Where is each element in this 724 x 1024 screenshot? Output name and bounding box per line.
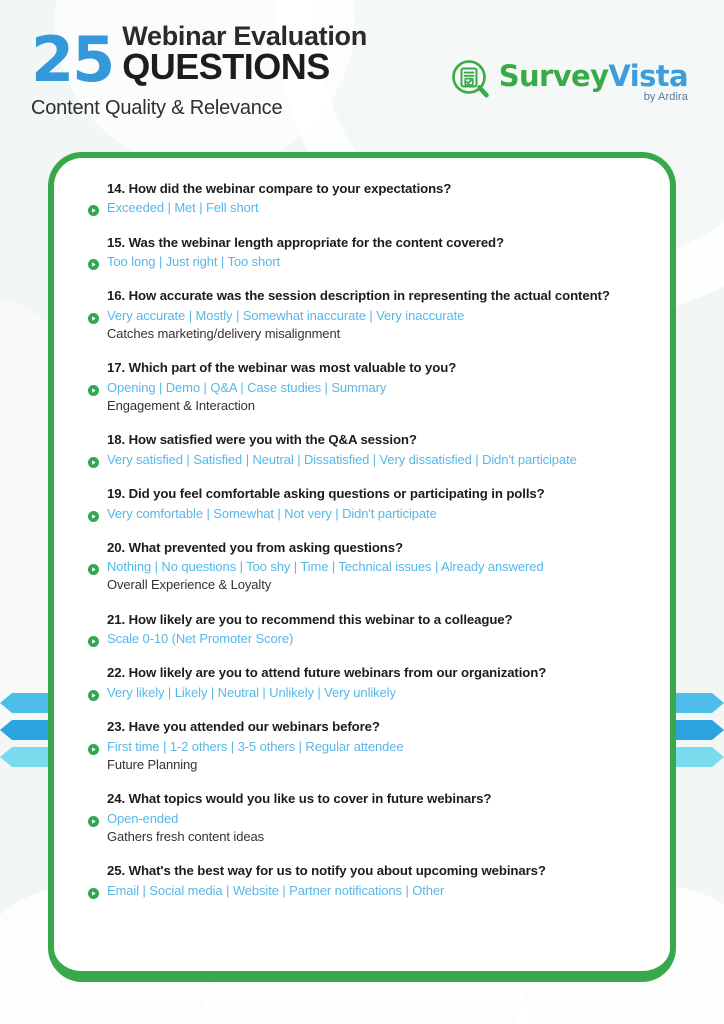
- chevron-bar-mid: [670, 720, 724, 740]
- title-block: [31, 22, 367, 120]
- play-circle-icon: [88, 562, 99, 573]
- question-answer-options: Very accurate | Mostly | Somewhat inaccurate | Very inaccurate: [107, 307, 465, 323]
- question-block-3: [88, 287, 636, 342]
- question-block-7: [88, 539, 636, 594]
- page-title-line2: QUESTIONS: [122, 46, 330, 88]
- page-header: [0, 0, 724, 150]
- question-title: 14. How did the webinar compare to your expectations?: [107, 181, 452, 196]
- question-answer-row: [88, 379, 636, 396]
- question-note: Future Planning: [107, 756, 198, 772]
- play-circle-icon: [88, 509, 99, 520]
- play-circle-icon: [88, 311, 99, 322]
- question-answer-options: Exceeded | Met | Fell short: [107, 200, 259, 216]
- left-chevron-bars: [0, 693, 54, 774]
- question-block-4: [88, 359, 636, 414]
- question-answer-row: [88, 630, 636, 647]
- question-title: 21. How likely are you to recommend this webinar to a colleague?: [107, 611, 513, 627]
- question-answer-options: Very satisfied | Satisfied | Neutral | Dissatisfied | Very dissatisfied | Didn't participate: [107, 451, 577, 467]
- logo-word-survey: Survey: [498, 59, 609, 93]
- question-answer-options: Very comfortable | Somewhat | Not very | Didn't participate: [107, 505, 437, 521]
- questions-list: [54, 158, 670, 919]
- question-block-5: [88, 431, 636, 468]
- question-title: 19. Did you feel comfortable asking questions or participating in polls?: [107, 486, 545, 502]
- question-answer-row: [88, 738, 636, 755]
- play-circle-icon: [88, 383, 99, 394]
- question-answer-row: [88, 505, 636, 522]
- question-title: 20. What prevented you from asking questions?: [107, 539, 403, 555]
- question-block-11: [88, 790, 636, 845]
- question-answer-row: [88, 451, 636, 468]
- question-answer-options: Open-ended: [107, 810, 179, 826]
- play-circle-icon: [88, 257, 99, 268]
- question-block-10: [88, 718, 636, 773]
- question-answer-row: [88, 199, 636, 216]
- logo-wordmark: [498, 59, 688, 103]
- question-answer-options: Very likely | Likely | Neutral | Unlikely | Very unlikely: [107, 684, 396, 700]
- survey-clipboard-magnifier-icon: [449, 58, 493, 107]
- question-answer-options: Scale 0-10 (Net Promoter Score): [107, 631, 294, 647]
- question-block-2: [88, 234, 636, 271]
- play-circle-icon: [88, 688, 99, 699]
- question-title: 15. Was the webinar length appropriate for the content covered?: [107, 234, 504, 250]
- question-title: 25. What's the best way for us to notify you about upcoming webinars?: [107, 863, 546, 879]
- logo-byline: by Ardira: [643, 91, 688, 103]
- question-answer-options: Opening | Demo | Q&A | Case studies | Summary: [107, 379, 387, 395]
- question-answer-row: [88, 684, 636, 701]
- title-stack: [122, 22, 367, 86]
- play-circle-icon: [88, 886, 99, 897]
- question-answer-row: [88, 558, 636, 575]
- play-circle-icon: [88, 203, 99, 214]
- question-block-1: [88, 180, 636, 217]
- right-chevron-bars: [670, 693, 724, 774]
- question-title: 17. Which part of the webinar was most valuable to you?: [107, 360, 457, 376]
- chevron-bar-mid: [0, 720, 54, 740]
- question-answer-options: Email | Social media | Website | Partner notifications | Other: [107, 882, 445, 898]
- question-note: Engagement & Interaction: [107, 398, 255, 414]
- play-circle-icon: [88, 455, 99, 466]
- question-count: 25: [31, 22, 114, 96]
- page-subtitle: Content Quality & Relevance: [31, 97, 283, 120]
- play-circle-icon: [88, 814, 99, 825]
- question-title: 18. How satisfied were you with the Q&A session?: [107, 432, 417, 448]
- chevron-bar-light: [670, 693, 724, 713]
- question-answer-options: First time | 1-2 others | 3-5 others | Regular attendee: [107, 738, 404, 754]
- play-circle-icon: [88, 634, 99, 645]
- chevron-bar-pale: [0, 747, 54, 767]
- question-title: 22. How likely are you to attend future webinars from our organization?: [107, 665, 547, 681]
- question-title: 16. How accurate was the session description in representing the actual content?: [107, 288, 610, 304]
- play-circle-icon: [88, 742, 99, 753]
- question-block-6: [88, 485, 636, 522]
- page-title-line1: Webinar Evaluation: [122, 21, 367, 51]
- brand-logo: [449, 58, 688, 107]
- question-answer-row: [88, 882, 636, 899]
- question-block-12: [88, 862, 636, 899]
- question-answer-options: Too long | Just right | Too short: [107, 254, 281, 270]
- question-answer-row: [88, 810, 636, 827]
- question-block-9: [88, 664, 636, 701]
- questions-card: [48, 152, 676, 982]
- logo-word-vista: Vista: [608, 59, 688, 93]
- question-title: 24. What topics would you like us to cover in future webinars?: [107, 791, 492, 807]
- question-answer-row: [88, 253, 636, 270]
- question-answer-row: [88, 307, 636, 324]
- chevron-bar-pale: [670, 747, 724, 767]
- question-answer-options: Nothing | No questions | Too shy | Time | Technical issues | Already answered: [107, 559, 544, 575]
- question-note: Overall Experience & Loyalty: [107, 577, 272, 593]
- chevron-bar-light: [0, 693, 54, 713]
- question-note: Gathers fresh content ideas: [107, 828, 265, 844]
- question-title: 23. Have you attended our webinars before?: [107, 719, 380, 735]
- question-block-8: [88, 611, 636, 648]
- title-main-row: [31, 21, 367, 96]
- question-note: Catches marketing/delivery misalignment: [107, 326, 341, 342]
